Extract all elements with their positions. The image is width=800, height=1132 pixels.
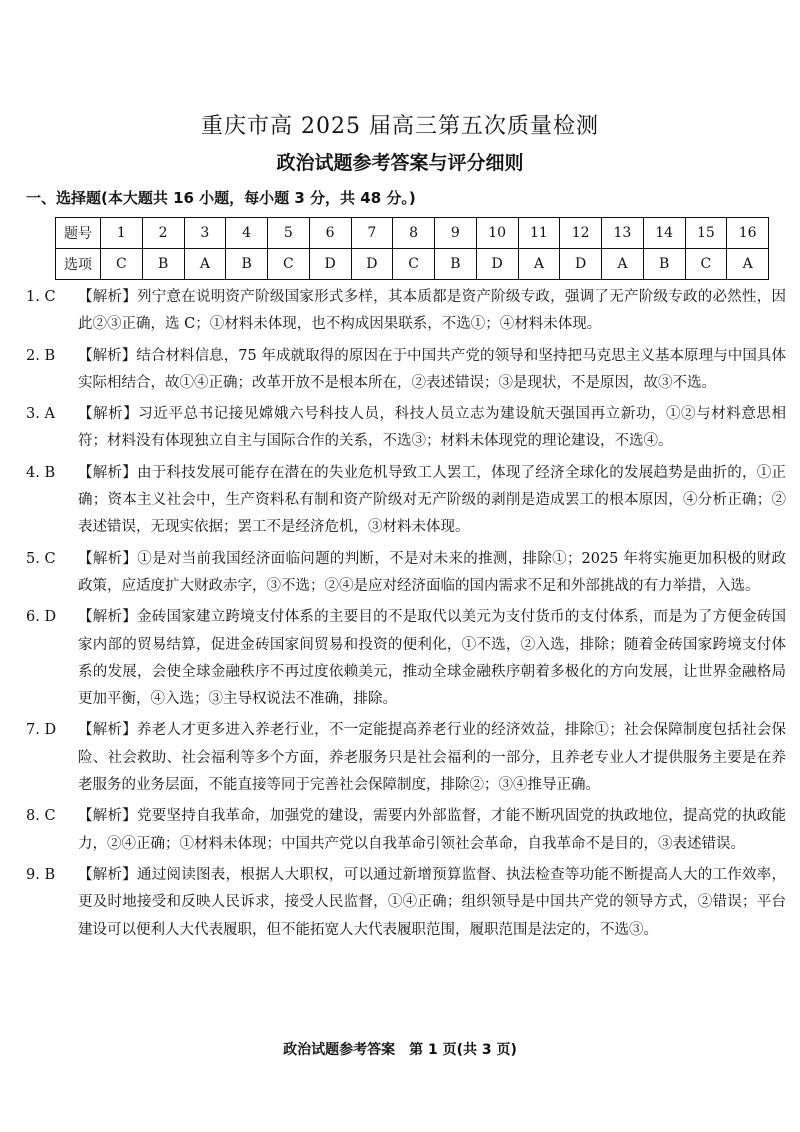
- document-subtitle: 政治试题参考答案与评分细则: [276, 152, 524, 174]
- item-explanation: 【解析】养老人才更多进入养老行业，不一定能提高养老行业的经济效益，排除①；社会保障制度包括社会保险、社会救助、社会福利等多个方面，养老服务只是社会福利的一部分，且养老专业人才提供服务主要是在养老服务的业务层面，不能直接等同于完善社会保障制度，排除②；③④推导正确。: [78, 722, 786, 794]
- answer-cell: A: [184, 249, 226, 280]
- answer-cell: B: [142, 249, 184, 280]
- item-number: 3. A: [26, 406, 55, 423]
- question-number-cell: 6: [309, 218, 351, 249]
- answer-cell: C: [101, 249, 143, 280]
- answer-cell: D: [309, 249, 351, 280]
- answer-cell: C: [268, 249, 310, 280]
- explanation-item: [26, 803, 786, 858]
- item-number: 7. D: [26, 722, 57, 739]
- question-number-cell: 15: [685, 218, 727, 249]
- answer-cell: A: [727, 249, 769, 280]
- question-number-cell: 4: [226, 218, 268, 249]
- question-number-cell: 2: [142, 218, 184, 249]
- item-number: 6. D: [26, 609, 57, 626]
- question-number-cell: 12: [560, 218, 602, 249]
- row-label-answer: 选项: [56, 249, 101, 280]
- question-number-cell: 14: [643, 218, 685, 249]
- answer-table: [55, 217, 769, 280]
- question-number-cell: 3: [184, 218, 226, 249]
- answer-cell: C: [393, 249, 435, 280]
- answer-cell: A: [518, 249, 560, 280]
- question-number-cell: 13: [602, 218, 644, 249]
- item-explanation: 【解析】列宁意在说明资产阶级国家形式多样，其本质都是资产阶级专政，强调了无产阶级专政的必然性，因此②③正确，选 C；①材料未体现，也不构成因果联系，不选①；④材料未体现。: [78, 289, 786, 333]
- item-number: 2. B: [26, 347, 56, 364]
- question-number-cell: 11: [518, 218, 560, 249]
- explanation-item: [26, 460, 786, 542]
- question-number-cell: 5: [268, 218, 310, 249]
- question-number-cell: 9: [435, 218, 477, 249]
- answer-cell: C: [685, 249, 727, 280]
- answer-cell: B: [226, 249, 268, 280]
- row-label-number: 题号: [56, 218, 101, 249]
- question-number-cell: 1: [101, 218, 143, 249]
- question-number-cell: 7: [351, 218, 393, 249]
- explanation-item: [26, 717, 786, 799]
- explanation-item: [26, 401, 786, 456]
- item-explanation: 【解析】习近平总书记接见嫦娥六号科技人员，科技人员立志为建设航天强国再立新功，①②与材料意思相符；材料没有体现独立自主与国际合作的关系，不选③；材料未体现党的理论建设，不选④。: [78, 406, 786, 450]
- answer-cell: D: [351, 249, 393, 280]
- item-number: 4. B: [26, 464, 56, 481]
- section-heading-choice: 一、选择题(本大题共 16 小题，每小题 3 分，共 48 分。): [26, 189, 416, 207]
- answer-cell: A: [602, 249, 644, 280]
- item-explanation: 【解析】由于科技发展可能存在潜在的失业危机导致工人罢工，体现了经济全球化的发展趋势是曲折的，①正确；资本主义社会中，生产资料私有制和资产阶级对无产阶级的剥削是造成罢工的根本原因，④分析正确；②表述错误，无现实依据；罢工不是经济危机，③材料未体现。: [78, 464, 786, 536]
- question-number-cell: 8: [393, 218, 435, 249]
- explanation-list: [26, 284, 786, 948]
- page-footer: 政治试题参考答案 第 1 页(共 3 页): [283, 1042, 517, 1058]
- answer-cell: D: [476, 249, 518, 280]
- item-explanation: 【解析】①是对当前我国经济面临问题的判断，不是对未来的推测，排除①；2025 年将实施更加积极的财政政策，应适度扩大财政赤字，③不选；②④是应对经济面临的国内需求不足和外部挑战的有力举措，入选。: [78, 550, 786, 594]
- answer-row: [56, 249, 769, 280]
- item-number: 1. C: [26, 289, 56, 305]
- explanation-item: [26, 604, 786, 713]
- question-number-cell: 10: [476, 218, 518, 249]
- item-explanation: 【解析】通过阅读图表，根据人大职权，可以通过新增预算监督、执法检查等功能不断提高人大的工作效率，更及时地接受和反映人民诉求，接受人民监督，①④正确；组织领导是中国共产党的领导方式，②错误；平台建设可以便利人大代表履职，但不能拓宽人大代表履职范围，履职范围是法定的，不选③。: [78, 866, 786, 938]
- question-number-row: [56, 218, 769, 249]
- explanation-item: [26, 862, 786, 944]
- answer-cell: B: [435, 249, 477, 280]
- question-number-cell: 16: [727, 218, 769, 249]
- explanation-item: [26, 546, 786, 601]
- document-title: 重庆市高 2025 届高三第五次质量检测: [201, 114, 599, 139]
- explanation-item: [26, 343, 786, 398]
- item-number: 5. C: [26, 550, 56, 567]
- item-number: 9. B: [26, 866, 56, 883]
- answer-cell: D: [560, 249, 602, 280]
- item-explanation: 【解析】结合材料信息，75 年成就取得的原因在于中国共产党的领导和坚持把马克思主义基本原理与中国具体实际相结合，故①④正确；改革开放不是根本所在，②表述错误；③是现状，不是原因，故③不选。: [78, 347, 786, 391]
- explanation-item: [26, 284, 786, 339]
- item-explanation: 【解析】金砖国家建立跨境支付体系的主要目的不是取代以美元为支付货币的支付体系，而是为了方便金砖国家内部的贸易结算，促进金砖国家间贸易和投资的便利化，①不选，②入选，排除；随着金砖国家跨境支付体系的发展，会使全球金融秩序不再过度依赖美元，推动全球金融秩序朝着多极化的方向发展，让世界金融格局更加平衡，④入选；③主导权说法不准确，排除。: [78, 609, 786, 708]
- item-explanation: 【解析】党要坚持自我革命，加强党的建设，需要内外部监督，才能不断巩固党的执政地位，提高党的执政能力，②④正确；①材料未体现；中国共产党以自我革命引领社会革命，自我革命不是目的，③表述错误。: [78, 808, 786, 852]
- answer-cell: B: [643, 249, 685, 280]
- item-number: 8. C: [26, 808, 56, 825]
